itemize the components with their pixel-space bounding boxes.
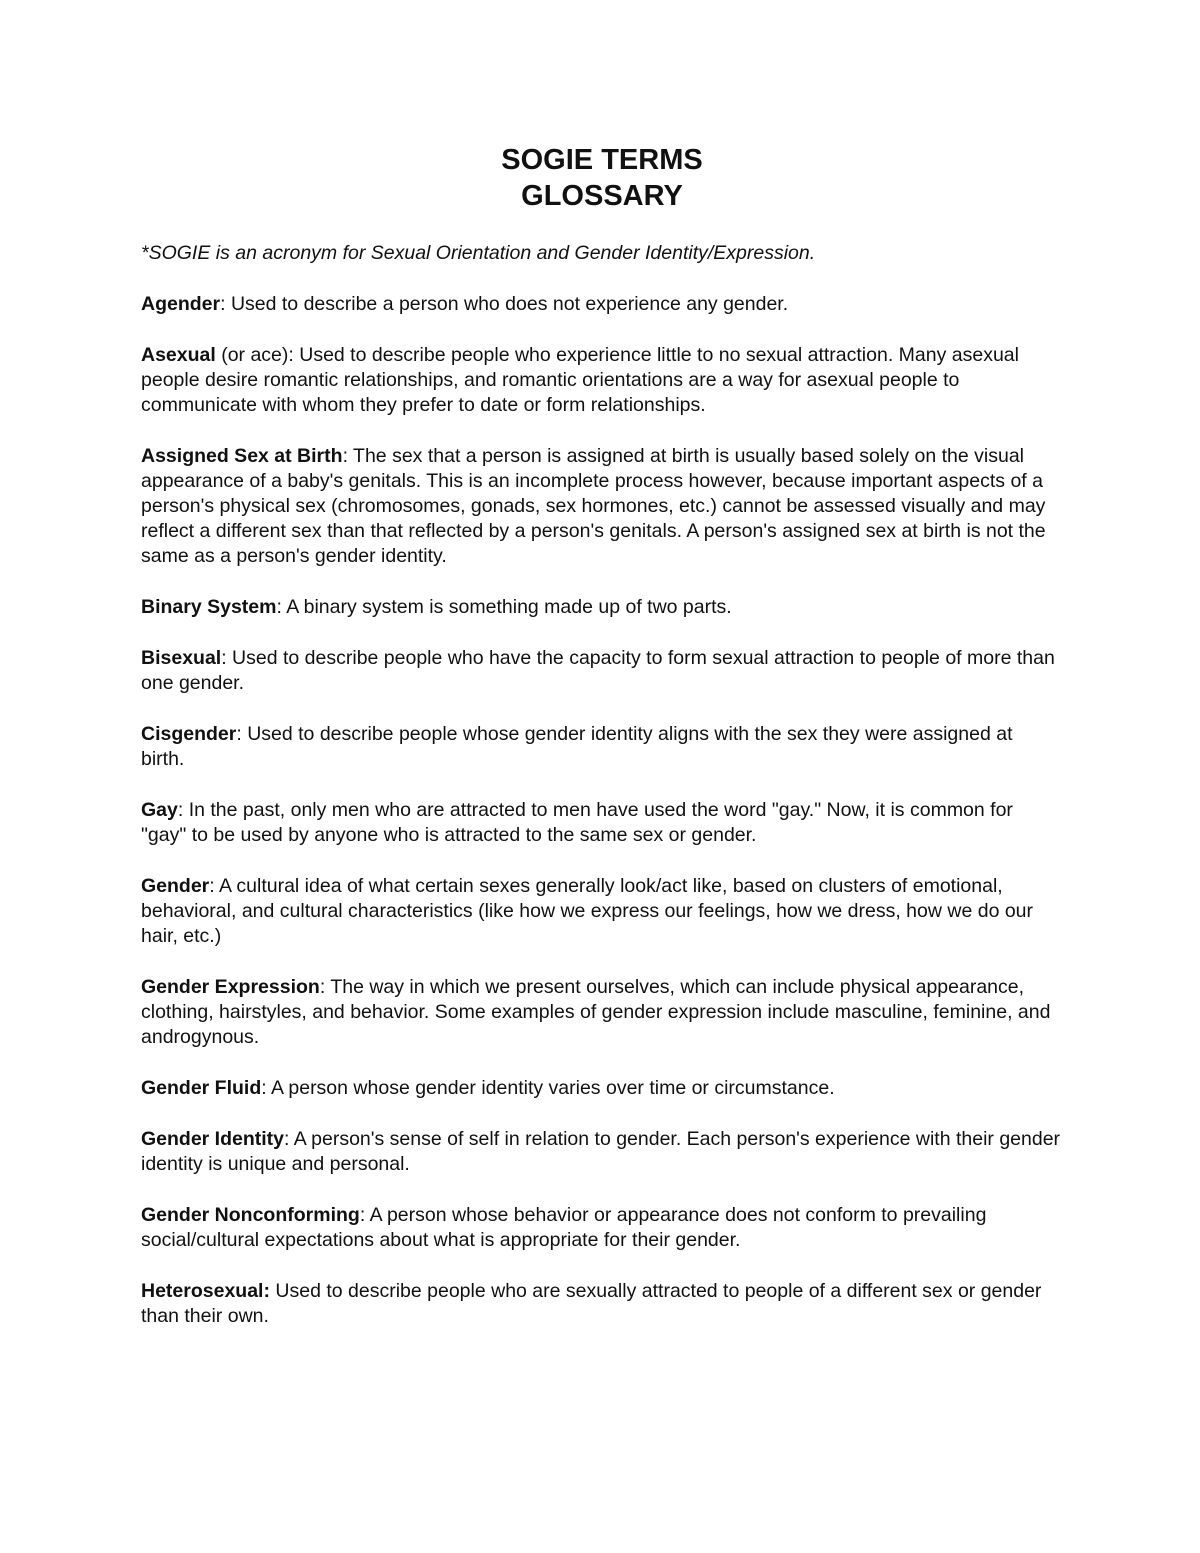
glossary-entry	[141, 1076, 1061, 1101]
title-line-1: SOGIE TERMS	[501, 144, 703, 176]
glossary-entry	[141, 722, 1061, 772]
glossary-term: Binary System	[141, 596, 277, 618]
glossary-separator: :	[276, 596, 282, 618]
glossary-separator: :	[177, 799, 184, 821]
glossary-definition: Used to describe a person who does not experience any gender.	[225, 293, 789, 315]
glossary-term: Gender Nonconforming	[141, 1204, 360, 1226]
glossary-separator: :	[284, 1128, 290, 1150]
acronym-note: *SOGIE is an acronym for Sexual Orientation and Gender Identity/Expression.	[141, 242, 816, 264]
glossary-definition: Used to describe people who have the capacity to form sexual attraction to people of more than one gender.	[141, 647, 1055, 694]
glossary-separator: :	[261, 1077, 267, 1099]
glossary-term: Heterosexual:	[141, 1280, 270, 1302]
glossary-definition: A person whose behavior or appearance does not conform to prevailing social/cultural expectations about what is appropriate for their gender.	[141, 1204, 987, 1251]
glossary-separator: :	[221, 647, 227, 669]
glossary-definition: A binary system is something made up of two parts.	[281, 596, 732, 618]
glossary-definition: (or ace): Used to describe people who experience little to no sexual attraction. Many asexual people desire romantic relationships, and romantic orientations are a way for asexual people to communicate with whom they prefer to date or form relationships.	[141, 344, 1019, 416]
glossary-entry	[141, 1203, 1061, 1253]
glossary-entry	[141, 343, 1061, 418]
glossary-term: Cisgender	[141, 723, 237, 745]
glossary-separator: :	[319, 976, 326, 998]
glossary-term: Gender Identity	[141, 1128, 285, 1150]
glossary-separator: :	[220, 293, 226, 315]
glossary-term: Gay	[141, 799, 178, 821]
glossary-definition: Used to describe people whose gender identity aligns with the sex they were assigned at birth.	[141, 723, 1013, 770]
glossary-separator: :	[342, 445, 348, 467]
glossary-separator: :	[209, 875, 215, 897]
glossary-separator: :	[359, 1204, 366, 1226]
glossary-entry	[141, 975, 1061, 1050]
title-line-2: GLOSSARY	[521, 180, 683, 212]
glossary-term: Gender Fluid	[141, 1077, 262, 1099]
glossary-definition: A person whose gender identity varies over time or circumstance.	[266, 1077, 835, 1099]
glossary-term: Asexual	[141, 344, 216, 366]
glossary-entry	[141, 444, 1061, 569]
glossary-definition: The sex that a person is assigned at birth is usually based solely on the visual appearance of a baby's genitals. This is an incomplete process however, because important aspects of a person's physical sex (chromosomes, gonads, sex hormones, etc.) cannot be assessed visually and may reflect a different sex than that reflected by a person's genitals. A person's assigned sex at birth is not the same as a person's gender identity.	[141, 445, 1046, 567]
glossary-entry	[141, 1279, 1061, 1329]
document-title	[141, 142, 1061, 214]
glossary-entry	[141, 1127, 1061, 1177]
glossary-entry	[141, 595, 1061, 620]
glossary-term: Agender	[141, 293, 221, 315]
glossary-definition: In the past, only men who are attracted to men have used the word "gay." Now, it is common for "gay" to be used by anyone who is attracted to the same sex or gender.	[141, 799, 1013, 846]
glossary-entry	[141, 874, 1061, 949]
glossary-entry	[141, 292, 1061, 317]
glossary-term: Gender Expression	[141, 976, 320, 998]
glossary-term: Bisexual	[141, 647, 222, 669]
document-page	[141, 142, 1061, 1329]
glossary-entry	[141, 798, 1061, 848]
glossary-definition: A person's sense of self in relation to gender. Each person's experience with their gender identity is unique and personal.	[141, 1128, 1061, 1175]
glossary-entry	[141, 646, 1061, 696]
glossary-definition: The way in which we present ourselves, which can include physical appearance, clothing, hairstyles, and behavior. Some examples of gender expression include masculine, feminine, and androgynous.	[141, 976, 1051, 1048]
glossary-term: Gender	[141, 875, 210, 897]
glossary-definition: Used to describe people who are sexually attracted to people of a different sex or gender than their own.	[141, 1280, 1042, 1327]
glossary-term: Assigned Sex at Birth	[141, 445, 343, 467]
glossary-definition: A cultural idea of what certain sexes generally look/act like, based on clusters of emotional, behavioral, and cultural characteristics (like how we express our feelings, how we dress, how we do our hair, etc.)	[141, 875, 1034, 947]
glossary-separator: :	[236, 723, 242, 745]
glossary-list	[141, 292, 1061, 1329]
